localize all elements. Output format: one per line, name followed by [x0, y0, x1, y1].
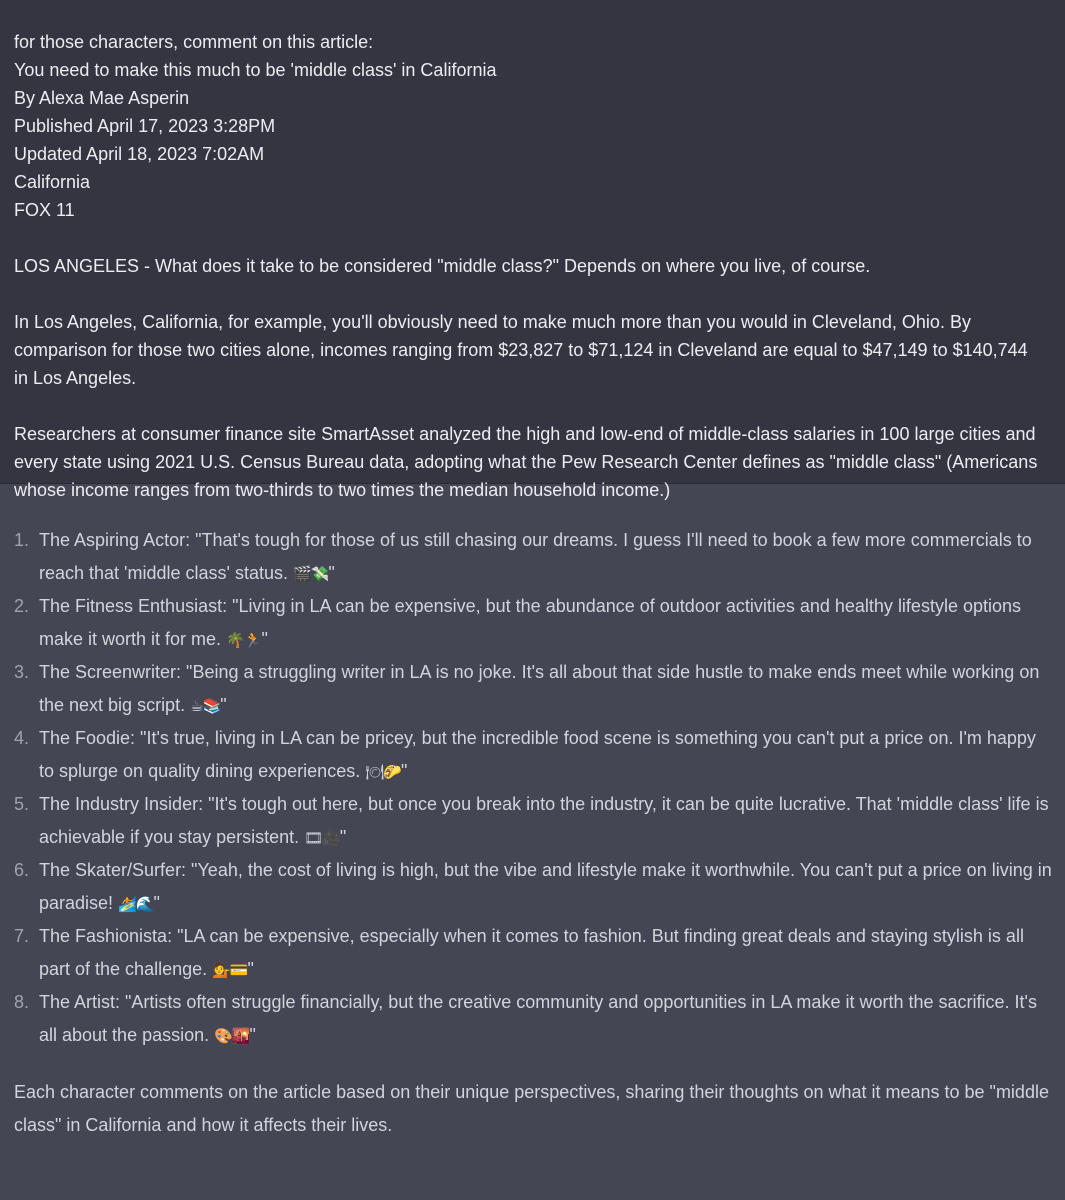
- character-comment-list: [14, 524, 1053, 1052]
- quote-close: ": [328, 562, 335, 583]
- quote-close: ": [153, 892, 160, 913]
- list-item: [14, 788, 1053, 854]
- assistant-message: [0, 484, 1065, 1141]
- article-published: Published April 17, 2023 3:28PM: [14, 116, 276, 136]
- comment-text: The Skater/Surfer: "Yeah, the cost of living is high, but the vibe and lifestyle make it worthwhile. You can't put a price on living in paradise!: [39, 860, 1052, 913]
- list-number: 4.: [14, 728, 30, 748]
- comment-text: The Artist: "Artists often struggle financially, but the creative community and opportunities in LA make it worth the sacrifice. It's all about the passion.: [39, 992, 1037, 1045]
- article-paragraph: In Los Angeles, California, for example, you'll obviously need to make much more than you would in Cleveland, Ohio. By comparison for those two cities alone, incomes ranging from $23,827 to $71,124 in Cleveland are equal to $47,149 to $140,744 in Los Angeles.: [14, 312, 1028, 388]
- quote-close: ": [247, 958, 254, 979]
- coffee-books-emoji-icon: ☕📚: [190, 696, 221, 715]
- list-item: [14, 920, 1053, 986]
- list-number: 2.: [14, 596, 30, 616]
- list-item: [14, 590, 1053, 656]
- closing-paragraph: Each character comments on the article based on their unique perspectives, sharing their thoughts on what it means to be "middle class" in California and how it affects their lives.: [14, 1082, 1049, 1135]
- comment-text: The Foodie: "It's true, living in LA can be pricey, but the incredible food scene is something you can't put a price on. I'm happy to splurge on quality dining experiences.: [39, 728, 1036, 781]
- list-number: 8.: [14, 992, 30, 1012]
- comment-text: The Screenwriter: "Being a struggling writer in LA is no joke. It's all about that side hustle to make ends meet while working on the next big script.: [39, 662, 1040, 715]
- palm-runner-emoji-icon: 🌴🏃: [226, 630, 262, 649]
- palette-sunset-emoji-icon: 🎨🌇: [214, 1026, 250, 1045]
- list-item: [14, 986, 1053, 1052]
- quote-close: ": [249, 1024, 256, 1045]
- quote-close: ": [261, 628, 268, 649]
- list-number: 5.: [14, 794, 30, 814]
- article-byline: By Alexa Mae Asperin: [14, 88, 190, 108]
- article-paragraph: LOS ANGELES - What does it take to be considered "middle class?" Depends on where you live, of course.: [14, 256, 871, 276]
- list-number: 6.: [14, 860, 30, 880]
- list-item: [14, 854, 1053, 920]
- film-money-emoji-icon: 🎬💸: [293, 564, 329, 583]
- quote-close: ": [339, 826, 347, 847]
- comment-text: The Fitness Enthusiast: "Living in LA can be expensive, but the abundance of outdoor activities and healthy lifestyle options make it worth it for me.: [39, 596, 1022, 649]
- user-message: [0, 0, 1065, 500]
- article-title: You need to make this much to be 'middle class' in California: [14, 60, 497, 80]
- article-source: FOX 11: [14, 200, 75, 220]
- list-number: 1.: [14, 530, 30, 550]
- list-item: [14, 722, 1053, 788]
- article-updated: Updated April 18, 2023 7:02AM: [14, 144, 265, 164]
- list-item: [14, 656, 1053, 722]
- article-location: California: [14, 172, 91, 192]
- comment-text: The Aspiring Actor: "That's tough for those of us still chasing our dreams. I guess I'll need to book a few more commercials to reach that 'middle class' status.: [39, 530, 1032, 583]
- quote-close: ": [400, 760, 408, 781]
- article-paragraph: Researchers at consumer finance site SmartAsset analyzed the high and low-end of middle-class salaries in 100 large cities and every state using 2021 U.S. Census Bureau data, adopting what the Pew Research Center defines as "middle class" (Americans whose income ranges from two-thirds to two times the median household income.): [14, 424, 1038, 500]
- comment-text: The Industry Insider: "It's tough out here, but once you break into the industry, it can be quite lucrative. That 'middle class' life is achievable if you stay persistent.: [39, 794, 1049, 847]
- surfer-wave-emoji-icon: 🏄🌊: [118, 894, 154, 913]
- list-number: 7.: [14, 926, 30, 946]
- list-number: 3.: [14, 662, 30, 682]
- comment-text: The Fashionista: "LA can be expensive, especially when it comes to fashion. But finding great deals and staying stylish is all part of the challenge.: [39, 926, 1024, 979]
- film-camera-emoji-icon: 🎞🎥: [304, 828, 340, 847]
- person-card-emoji-icon: 💁💳: [212, 960, 248, 979]
- list-item: [14, 524, 1053, 590]
- plate-taco-emoji-icon: 🍽🌮: [365, 762, 401, 781]
- quote-close: ": [220, 694, 227, 715]
- user-prompt-line: for those characters, comment on this article:: [14, 32, 374, 52]
